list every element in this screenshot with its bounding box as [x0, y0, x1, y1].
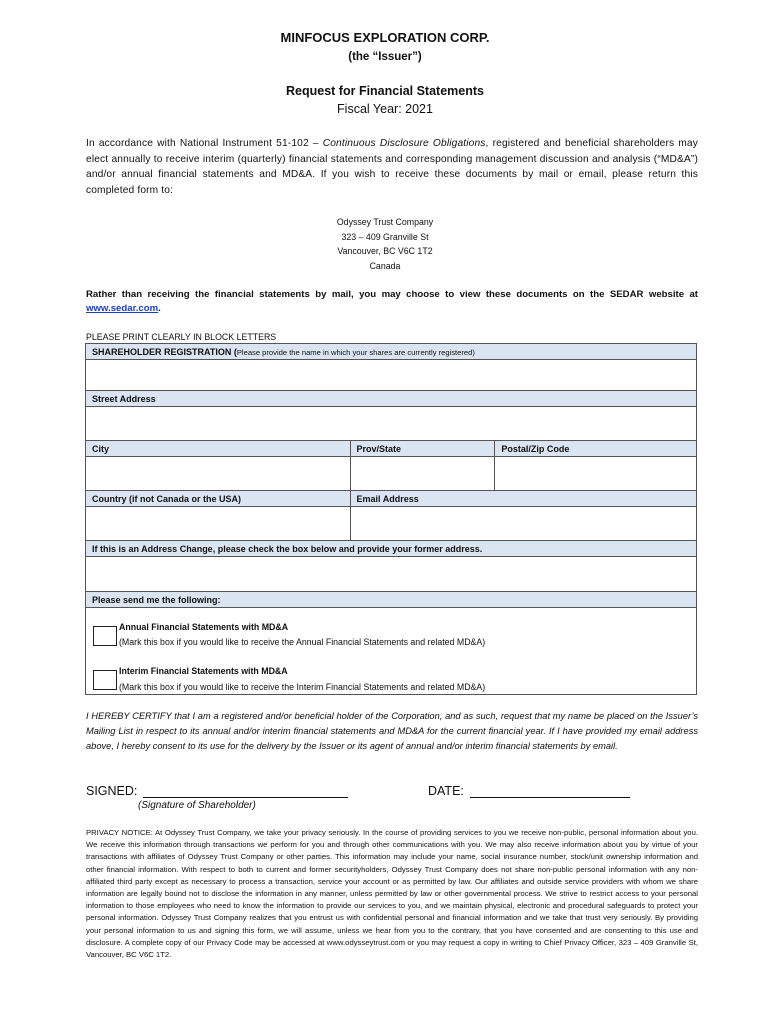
sedar-text: Rather than receiving the financial statements by mail, you may choose to view these documents on the SEDAR website at [86, 289, 698, 300]
issuer-label: (the “Issuer”) [348, 51, 422, 63]
date-field[interactable] [470, 785, 630, 798]
print-instruction: PLEASE PRINT CLEARLY IN BLOCK LETTERS [86, 332, 277, 342]
street-address-label: Street Address [86, 391, 697, 407]
address-line4: Canada [369, 260, 401, 271]
certification-text: I HEREBY CERTIFY that I am a registered and/or beneficial holder of the Corporation, and as such, request that my name be placed on the Issuer’s Mailing List in respect to its annual and/or interim financial statements and MD&A for the current financial year. If I have provided my email address above, I hereby consent to its use for the delivery by the Issuer or its agent of annual and/or interim financial statements by email. [86, 711, 698, 751]
date-label: DATE: [428, 784, 464, 798]
registration-form [85, 343, 697, 695]
email-field[interactable] [350, 507, 696, 541]
registration-label: SHAREHOLDER REGISTRATION ( [92, 346, 237, 357]
address-line1: Odyssey Trust Company [336, 217, 434, 227]
interim-checkbox[interactable] [93, 670, 117, 690]
annual-title: Annual Financial Statements with MD&A [119, 622, 289, 632]
shareholder-name-field[interactable] [86, 360, 697, 391]
registration-hint: Please provide the name in which your shares are currently registered) [236, 347, 475, 357]
country-label: Country (if not Canada or the USA) [86, 491, 351, 507]
former-address-field[interactable] [86, 557, 697, 592]
signature-caption: (Signature of Shareholder) [138, 800, 256, 811]
street-address-field[interactable] [86, 407, 697, 441]
postal-code-field[interactable] [495, 457, 697, 491]
send-options [86, 608, 697, 695]
city-label: City [86, 441, 351, 457]
form-title: Request for Financial Statements [286, 84, 484, 98]
email-label: Email Address [350, 491, 696, 507]
address-line3: Vancouver, BC V6C 1T2 [337, 246, 433, 256]
fiscal-year: Fiscal Year: 2021 [337, 102, 433, 116]
registration-header [86, 344, 697, 360]
country-field[interactable] [86, 507, 351, 541]
interim-title: Interim Financial Statements with MD&A [119, 666, 288, 676]
intro-part1: In accordance with National Instrument 51-102 – [86, 138, 323, 149]
annual-checkbox[interactable] [93, 626, 117, 646]
signature-line [86, 784, 348, 798]
intro-part2: , registered and beneficial shareholders may elect annually to receive interim (quarterly) financial statements and corresponding management discussion and analysis (“MD&A”) and/or annual financial statements and MD&A. If you wish to receive these documents by mail or email, please return this completed form to: [86, 138, 698, 196]
signature-field[interactable] [143, 785, 348, 798]
annual-desc: (Mark this box if you would like to receive the Annual Financial Statements and related MD&A) [119, 637, 486, 647]
prov-state-label: Prov/State [350, 441, 495, 457]
intro-italic: Continuous Disclosure Obligations [322, 138, 486, 149]
date-line [428, 784, 630, 798]
prov-state-field[interactable] [350, 457, 495, 491]
privacy-notice: PRIVACY NOTICE: At Odyssey Trust Company, we take your privacy seriously. In the course of providing services to you we receive non-public, personal information about you. We receive this information through transactions we perform for you and through other communications with you. We may also receive information about you by virtue of your transactions with affiliates of Odyssey Trust Company or other parties. This information may include your name, social insurance number, stock/unit ownership information and other financial information. With respect to both to current and former securityholders, Odyssey Trust Company does not share non-public personal information with any non-affiliated third party except as necessary to process a transaction, service your account or as permitted by law. Our affiliates and outside service providers with whom we share information are legally bound not to disclose the information in any manner, unless permitted by law or other governmental process. We strive to restrict access to your personal information to those employees who need to know the information to provide our services to you, and we maintain physical, electronic and procedural safeguards to protect your personal information. Odyssey Trust Company realizes that you entrust us with confidential personal and financial information and we take that trust very seriously. By providing your personal information to us and signing this form, we will assume, unless we hear from you to the contrary, that you have consented and are consenting to this use and disclosure. A complete copy of our Privacy Code may be accessed at www.odysseytrust.com or you may request a copy in writing to Chief Privacy Officer, 323 – 409 Granville St, Vancouver, BC V6C 1T2. [86, 828, 698, 960]
signed-label: SIGNED: [86, 784, 138, 798]
postal-code-label: Postal/Zip Code [495, 441, 697, 457]
sedar-link[interactable]: www.sedar.com [86, 303, 159, 314]
company-name: MINFOCUS EXPLORATION CORP. [280, 30, 490, 45]
send-label: Please send me the following: [86, 592, 697, 608]
address-line2: 323 – 409 Granville St [341, 231, 429, 242]
return-address [0, 215, 770, 273]
address-change-label: If this is an Address Change, please check the box below and provide your former address. [86, 541, 697, 557]
interim-desc: (Mark this box if you would like to receive the Interim Financial Statements and related MD&A) [119, 682, 486, 692]
sedar-note [86, 288, 698, 316]
sedar-end: . [158, 303, 161, 314]
city-field[interactable] [86, 457, 351, 491]
intro-paragraph [86, 136, 698, 198]
